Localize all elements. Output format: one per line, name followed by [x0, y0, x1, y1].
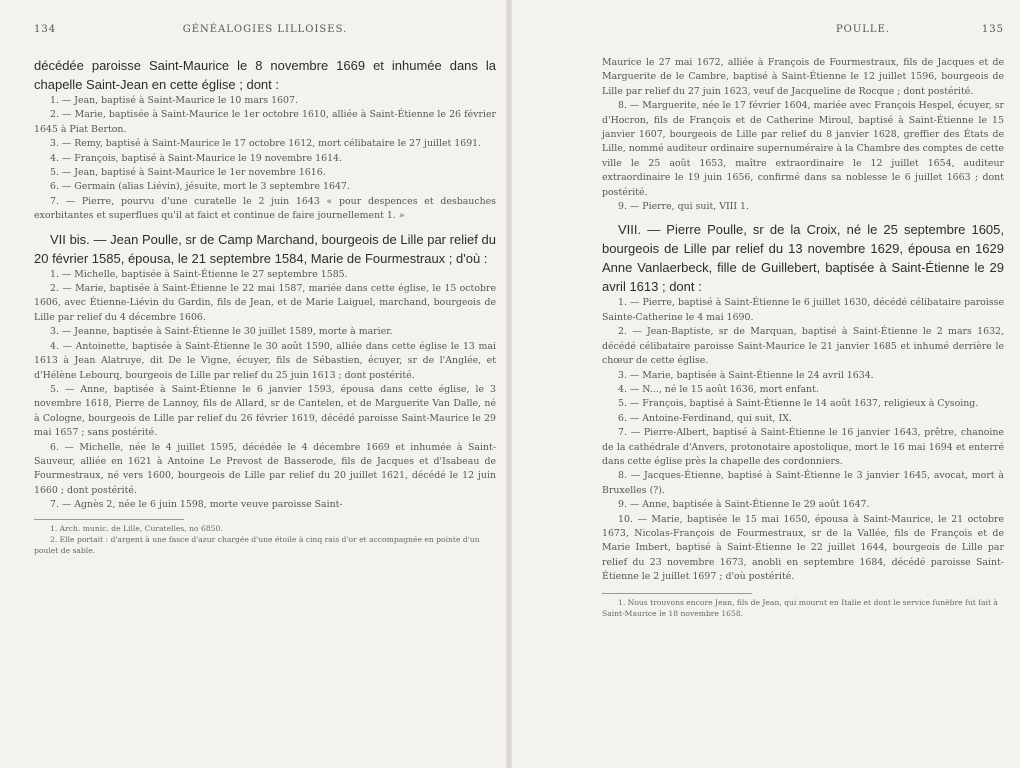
list-item: 3. — Marie, baptisée à Saint-Étienne le 24 avril 1634.	[618, 369, 874, 381]
list-item: 7. — Agnès 2, née le 6 juin 1598, morte veuve paroisse Saint-	[50, 499, 343, 511]
right-page	[512, 0, 1020, 768]
list-item: 1. — Michelle, baptisée à Saint-Étienne le 27 septembre 1585.	[50, 268, 348, 280]
list-item: 6. — Antoine-Ferdinand, qui suit, IX.	[618, 412, 792, 424]
list-item: 7. — Pierre, pourvu d'une curatelle le 2 juin 1643 « pour despences et desbauches exorbitantes et superflues qu'il at faict et continue de faire journellement 1. »	[34, 195, 496, 222]
list-item: 2. — Jean-Baptiste, sr de Marquan, baptisé à Saint-Étienne le 2 mars 1632, décédé célibataire paroisse Saint-Maurice le 21 janvier 1685 et inhumé derrière le chœur de cette église.	[602, 326, 1004, 367]
list-item: 4. — N..., né le 15 août 1636, mort enfant.	[618, 383, 819, 395]
list-item: 10. — Marie, baptisée le 15 mai 1650, épousa à Saint-Maurice, le 21 octobre 1673, Nicolas-François de Fourmestraux, sr de la Vallée, fils de François et de Marie Imbert, baptisé à Saint-Étienne le 22 juillet 1644, bourgeois de Lille par relief du 23 novembre 1673, anobli en septembre 1684, décédé paroisse Saint-Étienne le 2 juillet 1697 ; d'où postérité.	[602, 513, 1004, 583]
footnote: 1. Nous trouvons encore Jean, fils de Jean, qui mourut en Italie et dont le service funèbre fut fait à Saint-Maurice le 18 novembre 1658.	[602, 597, 998, 618]
list-item: 9. — Pierre, qui suit, VIII 1.	[618, 201, 750, 213]
list-item: 1. — Pierre, baptisé à Saint-Étienne le 6 juillet 1630, décédé célibataire paroisse Sainte-Catherine le 4 mai 1690.	[602, 297, 1004, 323]
list-item: 2. — Marie, baptisée à Saint-Étienne le 22 mai 1587, mariée dans cette église, le 15 octobre 1606, avec Étienne-Liévin du Gardin, fils de Jean, et de Marie Laiguel, marchand, bourgeois de Lille par relief du 4 décembre 1606.	[34, 283, 496, 323]
left-page-body	[34, 56, 496, 556]
list-item: 7. — Pierre-Albert, baptisé à Saint-Étienne le 16 janvier 1643, prêtre, chanoine de la cathédrale d'Anvers, protonotaire apostolique, mort le 16 mai 1694 et enterré dans cette église près la chapelle des cordonniers.	[602, 427, 1004, 467]
list-item: 6. — Germain (alias Liévin), jésuite, mort le 3 septembre 1647.	[50, 181, 350, 193]
list-item: 4. — François, baptisé à Saint-Maurice le 19 novembre 1614.	[50, 152, 342, 164]
list-item: 3. — Jeanne, baptisée à Saint-Étienne le 30 juillet 1589, morte à marier.	[50, 326, 393, 338]
list-item: 8. — Jacques-Étienne, baptisé à Saint-Étienne le 3 janvier 1645, avocat, mort à Bruxelles (?).	[602, 470, 1004, 496]
list-item: 2. — Marie, baptisée à Saint-Maurice le 1er octobre 1610, alliée à Saint-Étienne le 26 février 1645 à Piat Berton.	[34, 109, 496, 135]
list-item: 5. — François, baptisé à Saint-Étienne le 14 août 1637, religieux à Cysoing.	[618, 398, 979, 410]
left-running-title: GÉNÉALOGIES LILLOISES.	[182, 24, 348, 35]
list-item: 5. — Anne, baptisée à Saint-Étienne le 6 janvier 1593, épousa dans cette église, le 3 novembre 1618, Pierre de Lannoy, fils de Allard, sr de Cantelen, et de Marguerite Van Dalle, né à Cologne, bourgeois de Lille par relief du 26 février 1619, décédé paroisse Saint-Maurice le 29 mai 1657 ; sans postérité.	[34, 383, 496, 439]
generation-heading-vii-bis: VII bis. — Jean Poulle, sr de Camp Marchand, bourgeois de Lille par relief du 20 février 1585, épousa, le 21 septembre 1584, Marie de Fourmestraux ; d'où :	[34, 231, 496, 266]
right-page-body	[602, 56, 1004, 619]
footnote: 1. Arch. munic. de Lille, Curatelles, no 6850.	[50, 523, 223, 533]
list-item: 6. — Michelle, née le 4 juillet 1595, décédée le 4 décembre 1669 et inhumée à Saint-Sauveur, alliée en 1621 à Antoine Le Prevost de Basserode, fils de Jacques et d'Isabeau de Fourmestraux, né vers 1600, bourgeois de Lille par relief du 20 juillet 1621, décédé le 12 juin 1660 ; dont postérité.	[34, 441, 496, 496]
list-item: 8. — Marguerite, née le 17 février 1604, mariée avec François Hespel, écuyer, sr d'Hocron, fils de François et de Catherine Miroul, baptisé à Saint-Étienne le 15 janvier 1607, bourgeois de Lille par relief du 8 janvier 1628, greffier des États de Lille, nommé auditeur ordinaire supernuméraire à la Chambre des comptes de cette ville le 25 août 1653, maître extraordinaire le 12 juillet 1654, auditeur extraordinaire le 19 juin 1656, confirmé dans sa noblesse le 6 juillet 1663 ; dont postérité.	[602, 100, 1004, 198]
list-item: 4. — Antoinette, baptisée à Saint-Étienne le 30 août 1590, alliée dans cette église le 13 mai 1613 à Jean Alatruye, dit De le Vigne, écuyer, fils de Sébastien, écuyer, sr de l'Anglée, et d'Hélène Lebourq, bourgeois de Lille par relief du 25 juin 1613 ; dont postérité.	[34, 340, 496, 381]
right-running-title: POULLE.	[835, 24, 891, 35]
list-item: 5. — Jean, baptisé à Saint-Maurice le 1er novembre 1616.	[50, 167, 326, 179]
list-item: 9. — Anne, baptisée à Saint-Étienne le 29 août 1647.	[618, 499, 870, 511]
footnote-divider	[34, 519, 184, 520]
right-page-header	[602, 24, 1004, 44]
footnote: 2. Elle portait : d'argent à une fasce d'azur chargée d'une étoile à cinq rais d'or et accompagnée en pointe d'un poulet de sable.	[34, 534, 480, 555]
left-page	[0, 0, 506, 768]
generation-heading-viii: VIII. — Pierre Poulle, sr de la Croix, né le 25 septembre 1605, bourgeois de Lille par relief du 13 novembre 1629, épousa en 1629 Anne Vanlaerbeck, fille de Guillebert, baptisée à Saint-Étienne le 29 avril 1613 ; dont :	[602, 222, 1004, 295]
list-item: Maurice le 27 mai 1672, alliée à François de Fourmestraux, fils de Jacques et de Marguerite de le Cambre, baptisé à Saint-Étienne le 12 juillet 1596, bourgeois de Lille par relief du 27 juin 1623, veuf de Jacqueline de Rocque ; dont postérité.	[602, 57, 1004, 97]
left-page-number: 134	[34, 24, 57, 35]
footnote-divider	[602, 593, 752, 594]
left-page-header	[34, 24, 496, 44]
list-item: 1. — Jean, baptisé à Saint-Maurice le 10 mars 1607.	[50, 95, 298, 106]
right-page-number: 135	[981, 24, 1004, 35]
left-intro-text: décédée paroisse Saint-Maurice le 8 novembre 1669 et inhumée dans la chapelle Saint-Jean en cette église ; dont :	[34, 58, 496, 92]
list-item: 3. — Remy, baptisé à Saint-Maurice le 17 octobre 1612, mort célibataire le 27 juillet 1691.	[50, 138, 482, 150]
